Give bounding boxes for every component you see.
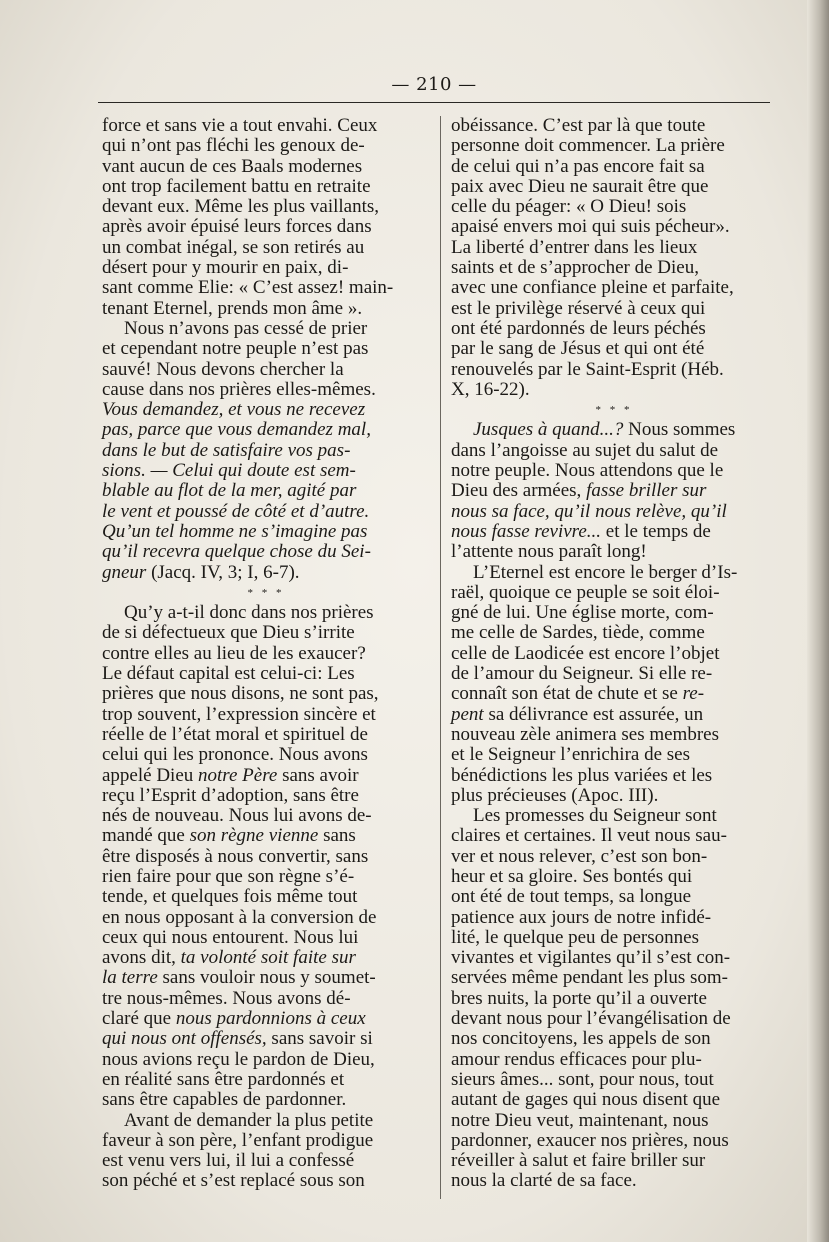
text-segment: et le temps de — [601, 520, 711, 542]
text-line — [102, 968, 430, 988]
text-segment: après avoir épuisé leurs forces dans — [102, 216, 372, 238]
page-number: — 210 — — [391, 74, 477, 95]
text-segment: tende, et quelques fois même tout — [102, 886, 358, 908]
text-segment: amour rendus efficaces pour plu- — [451, 1048, 702, 1070]
text-segment: heur et sa gloire. Ses bontés qui — [451, 865, 693, 887]
text-segment: me celle de Sardes, tiède, comme — [451, 622, 705, 644]
text-segment: claré que — [102, 1008, 176, 1030]
text-segment: devant nous pour l’évangélisation de — [451, 1008, 731, 1030]
page-spine-edge — [807, 0, 829, 1242]
text-line — [451, 745, 777, 765]
text-line — [451, 360, 777, 380]
italic-text: Vous demandez, et vous ne recevez — [102, 399, 366, 421]
text-line — [451, 563, 777, 583]
text-line — [451, 197, 777, 217]
text-line — [102, 522, 430, 542]
text-line — [102, 766, 430, 786]
text-segment: de l’amour du Seigneur. Si elle re- — [451, 663, 713, 685]
text-segment: renouvelés par le Saint-Esprit (Héb. — [451, 358, 724, 380]
text-line — [102, 502, 430, 522]
italic-text: Qu’un tel homme ne s’imagine pas — [102, 520, 368, 542]
text-segment: l’attente nous paraît long! — [451, 541, 647, 563]
text-line — [451, 989, 777, 1009]
text-line — [451, 217, 777, 237]
text-line — [102, 1050, 430, 1070]
text-line — [451, 948, 777, 968]
text-segment: et cependant notre peuple n’est pas — [102, 338, 369, 360]
text-line — [102, 238, 430, 258]
text-line — [102, 258, 430, 278]
text-segment: tenant Eternel, prends mon âme ». — [102, 297, 363, 319]
text-line — [102, 380, 430, 400]
text-line — [451, 177, 777, 197]
text-segment: sans savoir si — [266, 1028, 373, 1050]
text-segment: contre elles au lieu de les exaucer? — [102, 642, 366, 664]
text-line — [102, 1009, 430, 1029]
text-segment: ceux qui nous entourent. Nous lui — [102, 926, 359, 948]
text-segment: sa délivrance est assurée, un — [483, 703, 704, 725]
text-line — [451, 420, 777, 440]
text-segment: plus précieuses (Apoc. III). — [451, 784, 659, 806]
text-line — [451, 867, 777, 887]
text-line — [102, 481, 430, 501]
text-segment: nouveau zèle animera ses membres — [451, 723, 719, 745]
text-line — [102, 908, 430, 928]
text-segment: raël, quoique ce peuple se soit éloi- — [451, 581, 720, 603]
text-line — [451, 826, 777, 846]
text-segment: mandé que — [102, 825, 190, 847]
text-segment: bénédictions les plus variées et les — [451, 764, 713, 786]
text-line — [451, 928, 777, 948]
italic-text: qu’il recevra quelque chose du Sei- — [102, 541, 371, 563]
text-line — [451, 238, 777, 258]
text-line — [102, 563, 430, 583]
text-segment: X, 16-22). — [451, 378, 530, 400]
text-line — [102, 684, 430, 704]
text-line — [451, 1171, 777, 1191]
text-segment: celui qui les prononce. Nous avons — [102, 744, 368, 766]
text-line — [451, 258, 777, 278]
text-line — [102, 441, 430, 461]
italic-text: fasse briller sur — [586, 480, 707, 502]
text-line — [451, 299, 777, 319]
text-segment: dans l’angoisse au sujet du salut de — [451, 439, 719, 461]
text-segment: sans être capables de pardonner. — [102, 1089, 347, 1111]
text-line — [102, 664, 430, 684]
text-line — [102, 339, 430, 359]
text-segment: Avant de demander la plus petite — [124, 1109, 374, 1131]
text-line — [451, 725, 777, 745]
text-segment: devant eux. Même les plus vaillants, — [102, 196, 380, 218]
text-segment: paix avec Dieu ne saurait être que — [451, 175, 709, 197]
text-segment: faveur à son père, l’enfant prodigue — [102, 1129, 374, 1151]
text-line — [102, 1131, 430, 1151]
text-segment: sieurs âmes... sont, pour nous, tout — [451, 1068, 714, 1090]
text-line — [102, 420, 430, 440]
text-segment: Qu’y a-t-il donc dans nos prières — [124, 602, 374, 624]
text-segment: sant comme Elie: « C’est assez! main- — [102, 277, 394, 299]
text-line — [102, 461, 430, 481]
italic-text: nous fasse revivre... — [451, 520, 602, 542]
text-line — [451, 441, 777, 461]
left-column — [102, 116, 430, 1192]
text-line — [451, 278, 777, 298]
italic-text: nous pardonnions à ceux — [175, 1008, 366, 1030]
text-line — [451, 664, 777, 684]
text-line — [102, 157, 430, 177]
text-line — [451, 1029, 777, 1049]
italic-text: son règne vienne — [189, 825, 319, 847]
text-line — [451, 705, 777, 725]
text-segment: sans avoir — [277, 764, 359, 786]
text-line — [451, 887, 777, 907]
text-segment: sauvé! Nous devons chercher la — [102, 358, 344, 380]
text-line — [102, 1090, 430, 1110]
text-segment: réelle de l’état moral et spirituel de — [102, 723, 368, 745]
text-line — [102, 948, 430, 968]
text-segment: ont trop facilement battu en retraite — [102, 175, 371, 197]
text-segment: saints et de s’approcher de Dieu, — [451, 257, 699, 279]
text-line — [451, 786, 777, 806]
header-rule — [98, 102, 770, 103]
section-separator-stars: * * * — [247, 586, 285, 599]
text-line — [102, 360, 430, 380]
text-segment: sans vouloir nous y soumet- — [157, 967, 376, 989]
text-segment: claires et certaines. Il veut nous sau- — [451, 825, 727, 847]
text-segment: Nous n’avons pas cessé de prier — [124, 317, 368, 339]
italic-text: re- — [682, 683, 705, 705]
section-separator-stars: * * * — [595, 404, 633, 417]
text-line — [102, 928, 430, 948]
text-segment: vant aucun de ces Baals modernes — [102, 155, 363, 177]
text-segment: notre peuple. Nous attendons que le — [451, 460, 724, 482]
text-segment: avec une confiance pleine et parfaite, — [451, 277, 734, 299]
text-line — [451, 847, 777, 867]
text-line — [451, 1050, 777, 1070]
text-line — [102, 319, 430, 339]
text-segment: force et sans vie a tout envahi. Ceux — [102, 115, 378, 136]
text-line — [102, 887, 430, 907]
text-segment: ont été de tout temps, sa longue — [451, 886, 692, 908]
text-line — [451, 380, 777, 400]
text-line — [102, 217, 430, 237]
text-line — [451, 908, 777, 928]
text-line — [451, 481, 777, 501]
text-line — [102, 806, 430, 826]
italic-text: pent — [451, 703, 484, 725]
text-line — [451, 766, 777, 786]
text-line — [451, 542, 777, 562]
text-line — [102, 989, 430, 1009]
text-segment: obéissance. C’est par là que toute — [451, 115, 706, 136]
text-segment: de celui qui n’a pas encore fait sa — [451, 155, 705, 177]
italic-text: pas, parce que vous demandez mal, — [102, 419, 371, 441]
text-line — [451, 806, 777, 826]
italic-text: sions. — Celui qui doute est sem- — [102, 460, 356, 482]
text-line — [451, 968, 777, 988]
text-line — [102, 603, 430, 623]
text-segment: lité, le quelque peu de personnes — [451, 926, 699, 948]
text-segment: Nous sommes — [623, 419, 736, 441]
text-segment: reçu l’Esprit d’adoption, sans être — [102, 784, 359, 806]
column-divider — [440, 116, 441, 1199]
text-line — [451, 623, 777, 643]
text-line — [451, 461, 777, 481]
italic-text: ta volonté soit faite sur — [180, 947, 356, 969]
text-line — [451, 1009, 777, 1029]
text-line — [102, 542, 430, 562]
text-segment: autant de gages qui nous disent que — [451, 1089, 721, 1111]
text-segment: trop souvent, l’expression sincère et — [102, 703, 376, 725]
text-segment: en nous opposant à la conversion de — [102, 906, 377, 928]
text-line — [102, 745, 430, 765]
text-segment: apaisé envers moi qui suis pécheur». — [451, 216, 730, 238]
text-segment: bres nuits, la porte qu’il a ouverte — [451, 987, 707, 1009]
text-segment: être disposés à nous convertir, sans — [102, 845, 369, 867]
text-segment: servées même pendant les plus som- — [451, 967, 729, 989]
text-segment: celle du péager: « O Dieu! sois — [451, 196, 687, 218]
text-line — [102, 705, 430, 725]
text-segment: L’Eternel est encore le berger d’Is- — [473, 561, 738, 583]
text-segment: rien faire pour que son règne s’é- — [102, 865, 355, 887]
text-segment: désert pour y mourir en paix, di- — [102, 257, 349, 279]
text-segment: notre Dieu veut, maintenant, nous — [451, 1109, 709, 1131]
text-line — [102, 867, 430, 887]
text-segment: est venu vers lui, il lui a confessé — [102, 1150, 355, 1172]
text-line — [451, 502, 777, 522]
text-line — [451, 1090, 777, 1110]
italic-text: nous sa face, qu’il nous relève, qu’il — [451, 500, 727, 522]
text-segment: qui n’ont pas fléchi les genoux de- — [102, 135, 365, 157]
text-line — [451, 339, 777, 359]
text-line — [451, 1151, 777, 1171]
text-line — [102, 725, 430, 745]
text-segment: vivantes et vigilantes qu’il s’est con- — [451, 947, 731, 969]
italic-text: la terre — [102, 967, 158, 989]
right-column — [451, 116, 777, 1192]
text-line — [451, 116, 777, 136]
italic-text: qui nous ont offensés, — [102, 1028, 267, 1050]
text-segment: appelé Dieu — [102, 764, 199, 786]
text-line — [102, 299, 430, 319]
text-line — [102, 847, 430, 867]
text-line — [451, 1131, 777, 1151]
text-line — [451, 522, 777, 542]
text-segment: nés de nouveau. Nous lui avons de- — [102, 805, 372, 827]
text-segment: ont été pardonnés de leurs péchés — [451, 317, 706, 339]
text-segment: nous la clarté de sa face. — [451, 1170, 637, 1192]
italic-text: Jusques à quand...? — [473, 419, 624, 441]
text-line — [451, 319, 777, 339]
text-segment: prières que nous disons, ne sont pas, — [102, 683, 379, 705]
text-segment: nous avions reçu le pardon de Dieu, — [102, 1048, 375, 1070]
italic-text: blable au flot de la mer, agité par — [102, 480, 357, 502]
italic-text: gneur — [102, 561, 147, 583]
text-line — [102, 1171, 430, 1191]
text-segment: un combat inégal, se son retirés au — [102, 236, 365, 258]
text-line — [451, 603, 777, 623]
text-segment: La liberté d’entrer dans les lieux — [451, 236, 698, 258]
text-segment: personne doit commencer. La prière — [451, 135, 725, 157]
text-line — [102, 1151, 430, 1171]
text-segment: pardonner, exaucer nos prières, nous — [451, 1129, 729, 1151]
text-segment: Les promesses du Seigneur sont — [473, 805, 717, 827]
text-segment: de si défectueux que Dieu s’irrite — [102, 622, 355, 644]
text-segment: ver et nous relever, c’est son bon- — [451, 845, 708, 867]
text-segment: avons dit, — [102, 947, 181, 969]
text-line — [102, 826, 430, 846]
italic-text: le vent et poussé de côté et d’autre. — [102, 500, 370, 522]
text-line — [102, 197, 430, 217]
text-line — [102, 136, 430, 156]
text-line — [102, 116, 430, 136]
text-line — [451, 644, 777, 664]
text-segment: connaît son état de chute et se — [451, 683, 683, 705]
text-segment: gné de lui. Une église morte, com- — [451, 602, 714, 624]
text-segment: tre nous-mêmes. Nous avons dé- — [102, 987, 351, 1009]
text-segment: cause dans nos prières elles-mêmes. — [102, 378, 376, 400]
text-line — [102, 644, 430, 664]
text-segment: et le Seigneur l’enrichira de ses — [451, 744, 690, 766]
text-line — [451, 136, 777, 156]
text-line — [102, 623, 430, 643]
text-segment: (Jacq. IV, 3; I, 6-7). — [146, 561, 300, 583]
italic-text: notre Père — [198, 764, 278, 786]
page-header — [98, 70, 770, 106]
text-segment: nos concitoyens, les appels de son — [451, 1028, 711, 1050]
text-segment: patience aux jours de notre infidé- — [451, 906, 712, 928]
text-line — [102, 786, 430, 806]
italic-text: dans le but de satisfaire vos pas- — [102, 439, 351, 461]
text-line — [102, 1111, 430, 1131]
text-line — [102, 278, 430, 298]
text-segment: son péché et s’est replacé sous son — [102, 1170, 365, 1192]
text-line — [102, 400, 430, 420]
text-line — [451, 1111, 777, 1131]
text-line — [102, 1029, 430, 1049]
text-line — [102, 177, 430, 197]
text-line — [451, 157, 777, 177]
text-segment: par le sang de Jésus et qui ont été — [451, 338, 705, 360]
text-segment: réveiller à salut et faire briller sur — [451, 1150, 706, 1172]
text-segment: Le défaut capital est celui-ci: Les — [102, 663, 355, 685]
text-line — [102, 1070, 430, 1090]
text-segment: Dieu des armées, — [451, 480, 587, 502]
text-segment: celle de Laodicée est encore l’objet — [451, 642, 720, 664]
text-segment: sans — [318, 825, 356, 847]
text-segment: en réalité sans être pardonnés et — [102, 1068, 345, 1090]
text-segment: est le privilège réservé à ceux qui — [451, 297, 706, 319]
text-line — [451, 1070, 777, 1090]
text-line — [451, 684, 777, 704]
text-line — [451, 583, 777, 603]
